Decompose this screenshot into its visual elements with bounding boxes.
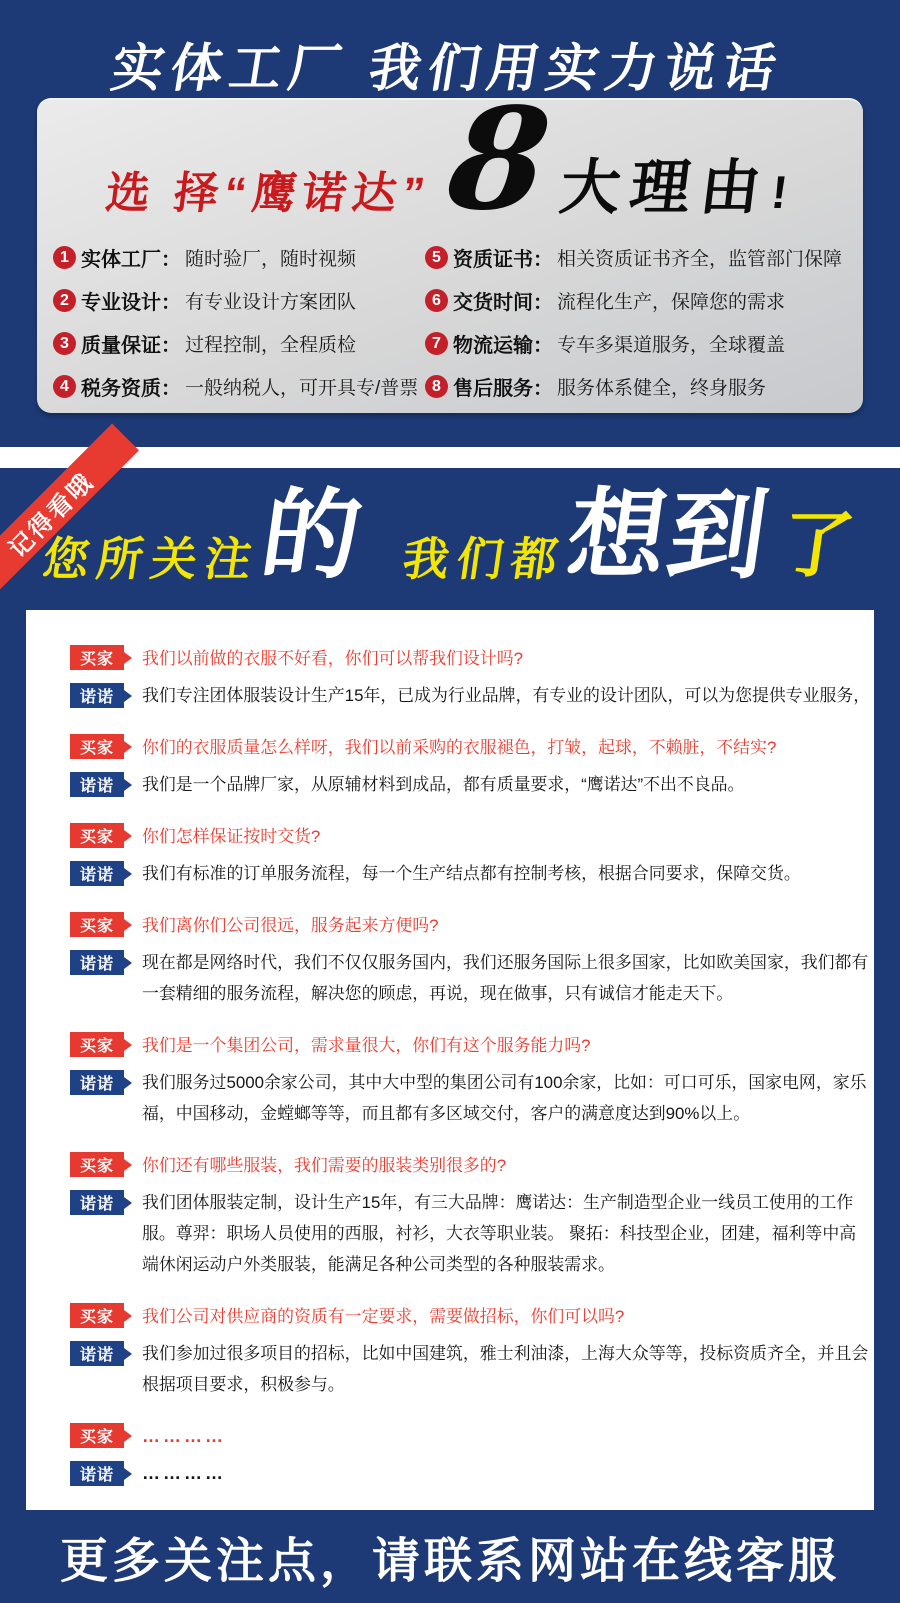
headline-seg-1: 您所关注 xyxy=(39,533,263,585)
seller-tag xyxy=(70,861,124,886)
reason-number-badge: 1 xyxy=(53,246,76,269)
brand-name: “鹰诺达” xyxy=(221,169,434,218)
headline-seg-3: 我们都 xyxy=(399,533,569,585)
buyer-tag xyxy=(70,1303,124,1328)
buyer-tag-label: 买家 xyxy=(79,740,114,757)
seller-tag xyxy=(70,1341,124,1366)
reason-text: 随时验厂，随时视频 xyxy=(185,249,357,270)
question-text: 我们公司对供应商的资质有一定要求，需要做招标，你们可以吗? xyxy=(142,1307,625,1326)
seller-tag-label: 诺诺 xyxy=(79,1347,114,1364)
ribbon-label: 记得看哦 xyxy=(3,467,100,563)
question-row xyxy=(70,1151,874,1178)
seller-tag xyxy=(70,683,124,708)
buyer-tag-label: 买家 xyxy=(79,829,114,846)
reason-text: 流程化生产，保障您的需求 xyxy=(557,292,786,313)
question-row xyxy=(70,911,874,938)
question-text: 我们以前做的衣服不好看，你们可以帮我们设计吗? xyxy=(142,649,523,668)
reason-label: 税务资质： xyxy=(81,378,181,400)
answer-row xyxy=(70,1069,874,1129)
qa-pair-4 xyxy=(70,911,874,1009)
footer-text: 更多关注点，请联系网站在线客服 xyxy=(59,1535,840,1588)
reason-number-badge: 8 xyxy=(425,375,448,398)
seller-tag xyxy=(70,772,124,797)
headline-seg-5: 了 xyxy=(775,506,859,586)
seller-tag-label: 诺诺 xyxy=(79,689,114,706)
answer-text: 现在都是网络时代，我们不仅仅服务国内，我们还服务国际上很多国家，比如欧美国家，我们都有一套精细的服务流程，解决您的顾虑，再说，现在做事，只有诚信才能走天下。 xyxy=(142,953,869,1003)
qa-pair-1 xyxy=(70,644,874,711)
headline-seg-2: 的 xyxy=(254,479,371,590)
reason-item-6 xyxy=(425,286,863,315)
headline-seg-4: 想到 xyxy=(560,479,777,590)
reason-label: 售后服务： xyxy=(453,378,553,400)
buyer-tag-label: 买家 xyxy=(79,651,114,668)
answer-text: 我们是一个品牌厂家，从原辅材料到成品，都有质量要求，“鹰诺达”不出不良品。 xyxy=(142,775,745,794)
question-row xyxy=(70,822,874,849)
qa-pair-6 xyxy=(70,1151,874,1280)
buyer-tag xyxy=(70,645,124,670)
headline-prefix: 选 择 xyxy=(102,169,228,218)
question-text: 你们的衣服质量怎么样呀，我们以前采购的衣服褪色，打皱，起球，不赖脏，不结实? xyxy=(142,738,777,757)
buyer-tag-label: 买家 xyxy=(79,1038,114,1055)
qa-pair-2 xyxy=(70,733,874,800)
reason-text: 过程控制，全程质检 xyxy=(185,335,357,356)
answer-row xyxy=(70,1340,874,1400)
answer-text: 我们参加过很多项目的招标，比如中国建筑，雅士利油漆，上海大众等等，投标资质齐全，并且会根据项目要求，积极参与。 xyxy=(142,1344,869,1394)
reason-item-4 xyxy=(53,372,425,401)
seller-tag-label: 诺诺 xyxy=(79,1196,114,1213)
answer-text: ………… xyxy=(142,1463,226,1483)
reason-item-3 xyxy=(53,329,425,358)
reason-item-7 xyxy=(425,329,863,358)
question-row xyxy=(70,1422,874,1449)
buyer-tag-label: 买家 xyxy=(79,1158,114,1175)
qa-pair-7 xyxy=(70,1302,874,1400)
buyer-tag xyxy=(70,1032,124,1057)
qa-panel xyxy=(26,610,874,1510)
reason-number-badge: 2 xyxy=(53,289,76,312)
answer-row xyxy=(70,1460,874,1489)
reason-label: 专业设计： xyxy=(81,292,181,314)
buyer-tag xyxy=(70,1152,124,1177)
reason-number-badge: 4 xyxy=(53,375,76,398)
reasons-grid xyxy=(53,236,863,408)
qa-pair-8 xyxy=(70,1422,874,1489)
answer-text: 我们专注团体服装设计生产15年，已成为行业品牌，有专业的设计团队，可以为您提供专业服务， xyxy=(142,686,871,705)
seller-tag-label: 诺诺 xyxy=(79,1076,114,1093)
banner-section xyxy=(0,468,900,1603)
buyer-tag-label: 买家 xyxy=(79,1309,114,1326)
buyer-tag-label: 买家 xyxy=(79,918,114,935)
seller-tag-label: 诺诺 xyxy=(79,867,114,884)
qa-pair-3 xyxy=(70,822,874,889)
answer-row xyxy=(70,860,874,889)
buyer-tag-label: 买家 xyxy=(79,1429,114,1446)
big-number-8: 8 xyxy=(440,78,558,242)
reason-text: 专车多渠道服务，全球覆盖 xyxy=(557,335,786,356)
buyer-tag xyxy=(70,823,124,848)
answer-text: 我们有标准的订单服务流程，每一个生产结点都有控制考核，根据合同要求，保障交货。 xyxy=(142,864,801,883)
answer-row xyxy=(70,949,874,1009)
hero-section xyxy=(0,0,900,447)
answer-row xyxy=(70,771,874,800)
reason-number-badge: 6 xyxy=(425,289,448,312)
seller-tag-label: 诺诺 xyxy=(79,956,114,973)
reason-item-8 xyxy=(425,372,863,401)
hero-title: 实体工厂 我们用实力说话 xyxy=(107,40,787,98)
question-text: 你们还有哪些服装，我们需要的服装类别很多的? xyxy=(142,1156,507,1175)
answer-row xyxy=(70,1189,874,1280)
question-text: 你们怎样保证按时交货? xyxy=(142,827,321,846)
reason-number-badge: 3 xyxy=(53,332,76,355)
buyer-tag xyxy=(70,1423,124,1448)
question-row xyxy=(70,1031,874,1058)
footer-bar xyxy=(0,1510,900,1603)
reason-label: 交货时间： xyxy=(453,292,553,314)
reasons-card xyxy=(37,78,863,413)
reason-text: 服务体系健全，终身服务 xyxy=(557,378,767,399)
seller-tag xyxy=(70,950,124,975)
buyer-tag xyxy=(70,734,124,759)
reason-label: 质量保证： xyxy=(81,335,181,357)
reason-number-badge: 7 xyxy=(425,332,448,355)
seller-tag-label: 诺诺 xyxy=(79,1467,114,1484)
reason-text: 一般纳税人，可开具专/普票 xyxy=(185,378,419,399)
question-row xyxy=(70,1302,874,1329)
reason-label: 物流运输： xyxy=(453,335,553,357)
banner-headline xyxy=(0,468,900,610)
reason-label: 实体工厂： xyxy=(81,249,181,271)
buyer-tag xyxy=(70,912,124,937)
reason-text: 有专业设计方案团队 xyxy=(185,292,357,313)
question-text: ………… xyxy=(142,1426,226,1446)
seller-tag xyxy=(70,1190,124,1215)
qa-pair-5 xyxy=(70,1031,874,1129)
reason-number-badge: 5 xyxy=(425,246,448,269)
seller-tag xyxy=(70,1070,124,1095)
reason-item-1 xyxy=(53,243,425,272)
reason-text: 相关资质证书齐全，监管部门保障 xyxy=(557,249,843,270)
answer-text: 我们团体服装定制，设计生产15年，有三大品牌：鹰诺达：生产制造型企业一线员工使用的工作服。尊羿：职场人员使用的西服，衬衫，大衣等职业装。 聚拓：科技型企业，团建，福利等中高端休闲运动户外类服装，能满足各种公司类型的各种服装需求。 xyxy=(142,1193,857,1274)
reason-item-2 xyxy=(53,286,425,315)
question-text: 我们离你们公司很远，服务起来方便吗? xyxy=(142,916,439,935)
answer-row xyxy=(70,682,874,711)
seller-tag-label: 诺诺 xyxy=(79,778,114,795)
reasons-headline xyxy=(30,78,870,242)
question-row xyxy=(70,644,874,671)
question-row xyxy=(70,733,874,760)
question-text: 我们是一个集团公司，需求量很大，你们有这个服务能力吗? xyxy=(142,1036,591,1055)
headline-exclamation: ! xyxy=(768,166,791,218)
reason-item-5 xyxy=(425,243,863,272)
answer-text: 我们服务过5000余家公司，其中大中型的集团公司有100余家，比如：可口可乐，国家电网，家乐福，中国移动，金螳螂等等，而且都有多区域交付，客户的满意度达到90%以上。 xyxy=(142,1073,867,1123)
reason-label: 资质证书： xyxy=(453,249,553,271)
seller-tag xyxy=(70,1461,124,1486)
headline-suffix: 大理由 xyxy=(556,154,775,221)
